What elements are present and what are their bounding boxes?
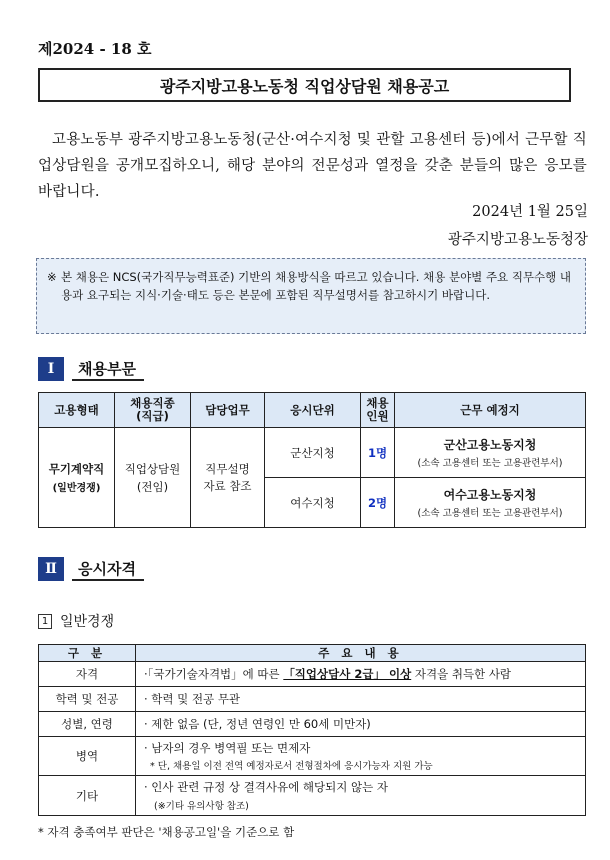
column-header: 구 분 xyxy=(39,645,136,662)
license-text-post: 자격을 취득한 사람 xyxy=(411,667,512,681)
footnote: * 자격 충족여부 판단은 '채용공고일'을 기준으로 함 xyxy=(38,825,295,839)
row-value xyxy=(136,662,586,687)
row-value: · 학력 및 전공 무관 xyxy=(136,687,586,712)
etc-note: (※기타 유의사항 참조) xyxy=(154,801,249,812)
section-title: 채용부문 xyxy=(72,357,144,381)
row-label: 병역 xyxy=(39,737,136,776)
headcount-cell: 1명 xyxy=(361,428,395,478)
place-name: 군산고용노동지청 xyxy=(443,438,537,452)
job-grade: (전임) xyxy=(136,479,169,494)
headcount-cell: 2명 xyxy=(361,478,395,528)
unit-cell: 군산지청 xyxy=(265,428,361,478)
column-header: 고용형태 xyxy=(39,393,115,428)
subsection-number: 1 xyxy=(38,614,52,629)
column-header: 채용 인원 xyxy=(361,393,395,428)
issuer-name: 광주지방고용노동청장 xyxy=(447,232,588,248)
section-heading-recruitment xyxy=(38,357,144,381)
military-note: * 단, 채용일 이전 전역 예정자로서 전형절차에 응시가능자 지원 가능 xyxy=(150,761,433,772)
job-type-cell xyxy=(115,428,191,528)
table-row xyxy=(39,687,586,712)
column-header: 근무 예정지 xyxy=(395,393,586,428)
column-header: 채용직종 (직급) xyxy=(115,393,191,428)
place-sub: (소속 고용센터 또는 고용관련부서) xyxy=(417,458,563,469)
section-title: 응시자격 xyxy=(72,557,144,581)
license-text-pre: ·「국가기술자격법」에 따른 xyxy=(144,667,284,681)
intro-paragraph: 고용노동부 광주지방고용노동청(군산·여수지청 및 관할 고용센터 등)에서 근무할 직업상담원을 공개모집하오니, 해당 분야의 전문성과 열정을 갖춘 분들의 많은 응모를 바랍니다. xyxy=(38,132,587,200)
table-header-row xyxy=(39,645,586,662)
employment-type-cell xyxy=(39,428,115,528)
document-number: 제2024 - 18 호 xyxy=(38,40,152,58)
row-label: 성별, 연령 xyxy=(39,712,136,737)
subsection-heading xyxy=(38,611,114,631)
column-header: 담당업무 xyxy=(191,393,265,428)
table-header-row xyxy=(39,393,586,428)
duty-cell: 직무설명 자료 참조 xyxy=(191,428,265,528)
section-number: Ⅱ xyxy=(38,557,64,581)
row-label: 기타 xyxy=(39,776,136,816)
page-title-text: 광주지방고용노동청 직업상담원 채용공고 xyxy=(159,76,450,96)
reference-mark: ※ xyxy=(47,270,57,284)
subsection-title: 일반경쟁 xyxy=(60,614,115,630)
section-heading-qualification xyxy=(38,557,144,581)
row-value xyxy=(136,737,586,776)
place-cell xyxy=(395,478,586,528)
table-row xyxy=(39,776,586,816)
row-label: 학력 및 전공 xyxy=(39,687,136,712)
license-requirement: 「직업상담사 2급」 이상 xyxy=(283,667,412,681)
job-type: 직업상담원 xyxy=(124,461,181,476)
page-title xyxy=(38,68,571,102)
notice-text: 본 채용은 NCS(국가직무능력표준) 기반의 채용방식을 따르고 있습니다. 채용 분야별 주요 직무수행 내용과 요구되는 지식·기술·태도 등은 본문에 포함된 직무설명서를 참고하시기 바랍니다. xyxy=(61,270,572,302)
recruitment-table xyxy=(38,392,586,528)
announcement-date: 2024년 1월 25일 xyxy=(472,204,588,220)
table-row xyxy=(39,712,586,737)
employment-subtype: (일반경쟁) xyxy=(52,483,101,494)
section-number: Ⅰ xyxy=(38,357,64,381)
row-label: 자격 xyxy=(39,662,136,687)
column-header: 응시단위 xyxy=(265,393,361,428)
unit-cell: 여수지청 xyxy=(265,478,361,528)
table-row xyxy=(39,737,586,776)
notice-box xyxy=(36,258,586,334)
table-row xyxy=(39,662,586,687)
row-value: · 제한 없음 (단, 정년 연령인 만 60세 미만자) xyxy=(136,712,586,737)
military-text: · 남자의 경우 병역필 또는 면제자 xyxy=(144,741,311,755)
qualification-table xyxy=(38,644,586,816)
row-value xyxy=(136,776,586,816)
table-row xyxy=(39,428,586,478)
place-name: 여수고용노동지청 xyxy=(443,488,537,502)
etc-text: · 인사 관련 규정 상 결격사유에 해당되지 않는 자 xyxy=(144,780,388,794)
place-sub: (소속 고용센터 또는 고용관련부서) xyxy=(417,508,563,519)
employment-type: 무기계약직 xyxy=(48,462,105,476)
column-header: 주 요 내 용 xyxy=(136,645,586,662)
place-cell xyxy=(395,428,586,478)
